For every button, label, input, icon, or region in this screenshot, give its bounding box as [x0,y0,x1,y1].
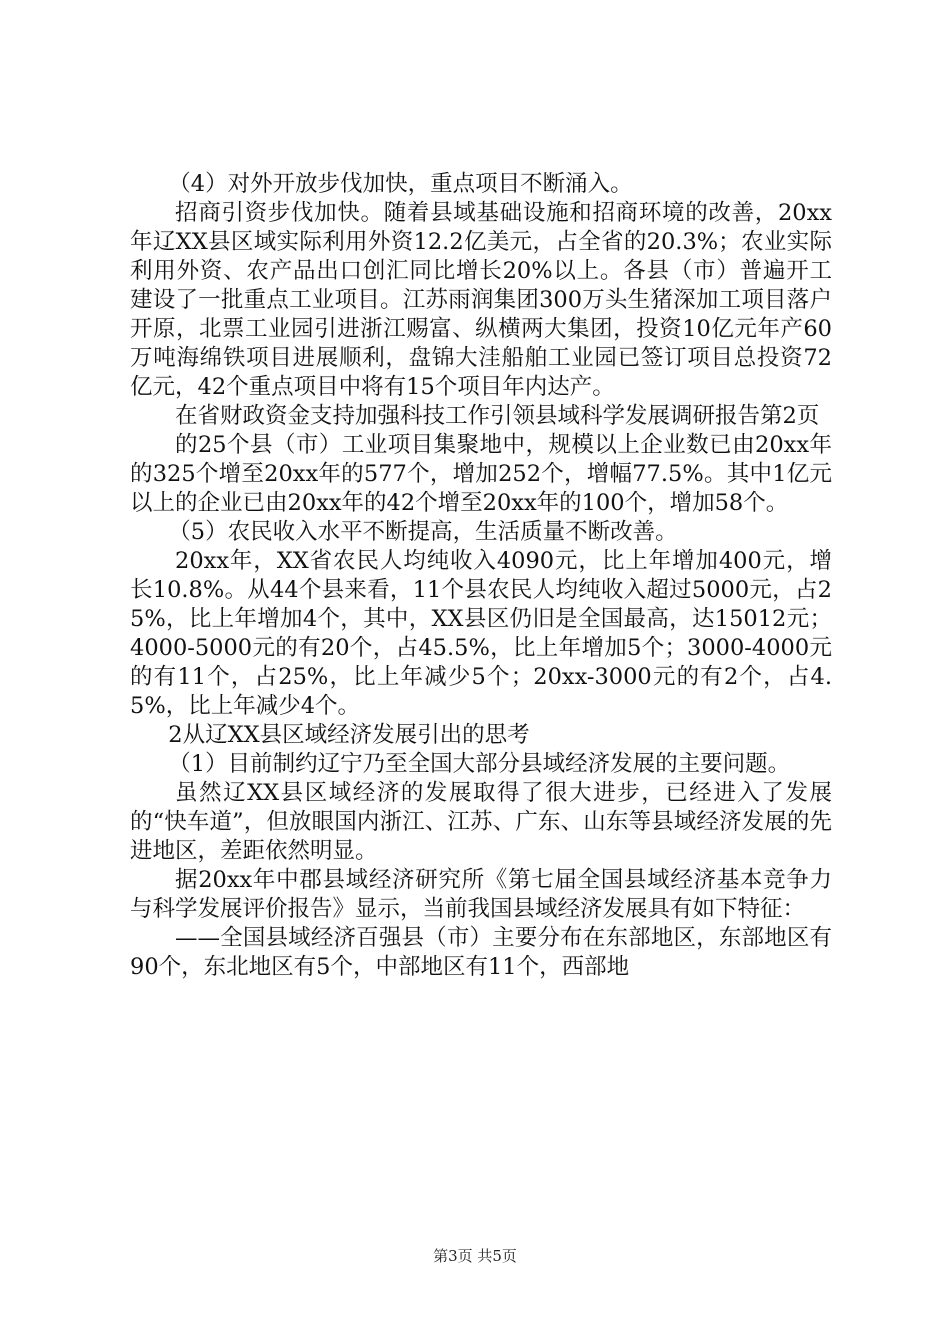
paragraph-farmer-income: 20xx年，XX省农民人均纯收入4090元，比上年增加400元，增长10.8%。从44个县来看，11个县农民人均纯收入超过5000元，占25%，比上年增加4个，其中，XX县区仍旧是全国最高，达15012元；4000-5000元的有20个，占45.5%，比上年增加5个；3000-4000元的有11个，占25%，比上年减少5个；20xx-3000元的有2个，占4.5%，比上年减少4个。 [130,548,832,719]
paragraph-top-counties: ——全国县域经济百强县（市）主要分布在东部地区，东部地区有90个，东北地区有5个，中部地区有11个，西部地 [130,925,832,980]
paragraph-report-findings: 据20xx年中郡县域经济研究所《第七届全国县域经济基本竞争力与科学发展评价报告》显示，当前我国县域经济发展具有如下特征： [130,867,832,922]
paragraph-investment: 招商引资步伐加快。随着县域基础设施和招商环境的改善，20xx年辽XX县区域实际利用外资12.2亿美元，占全省的20.3%；农业实际利用外资、农产品出口创汇同比增长20%以上。各县（市）普遍开工建设了一批重点工业项目。江苏雨润集团300万头生猪深加工项目落户开原，北票工业园引进浙江赐富、纵横两大集团，投资10亿元年产60万吨海绵铁项目进展顺利，盘锦大洼船舶工业园已签订项目总投资72亿元，42个重点项目中将有15个项目年内达产。 [130,200,832,400]
section-heading-4: （4）对外开放步伐加快，重点项目不断涌入。 [168,171,633,197]
section-heading-1: （1）目前制约辽宁乃至全国大部分县域经济发展的主要问题。 [168,751,791,777]
paragraph-industrial-cluster: 的25个县（市）工业项目集聚地中，规模以上企业数已由20xx年的325个增至20xx年的577个，增加252个，增幅77.5%。其中1亿元以上的企业已由20xx年的42个增至20xx年的100个，增加58个。 [130,432,832,516]
page-footer: 第3页 共5页 [433,1247,517,1265]
section-heading-5: （5）农民收入水平不断提高，生活质量不断改善。 [168,519,678,545]
section-heading-2: 2从辽XX县区域经济发展引出的思考 [168,722,530,748]
document-body [130,170,832,982]
paragraph-report-title: 在省财政资金支持加强科技工作引领县域科学发展调研报告第2页 [175,403,820,429]
paragraph-gap: 虽然辽XX县区域经济的发展取得了很大进步，已经进入了发展的“快车道”，但放眼国内浙江、江苏、广东、山东等县域经济发展的先进地区，差距依然明显。 [130,780,832,864]
